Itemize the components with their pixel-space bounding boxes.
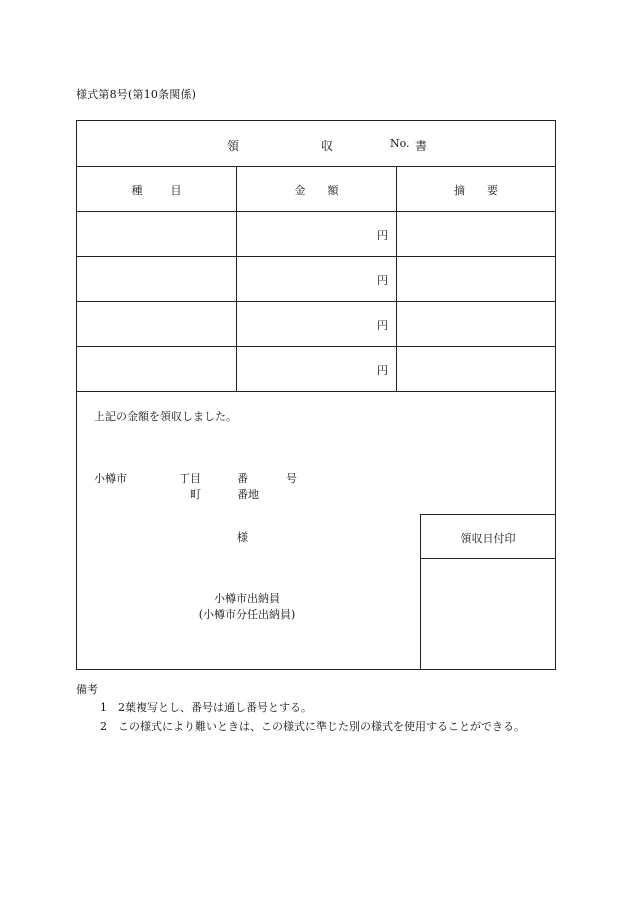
amount-cell[interactable] [237,346,397,391]
title-row [77,121,555,167]
note-text: 2葉複写とし、番号は通し番号とする。 [118,701,312,714]
header-cell-amount [237,166,397,211]
receipt-form [76,120,556,670]
address-banchi: 番地 [237,488,259,501]
amount-cell[interactable] [237,211,397,256]
note-text: この様式により難いときは、この様式に準じた別の様式を使用することができる。 [118,720,525,733]
address-city: 小樽市 [94,472,127,485]
form-number-label: 様式第8号(第10条関係) [76,88,197,101]
honorific: 様 [237,531,248,544]
header-row [77,166,555,212]
address-chome: 丁目 [179,472,201,485]
item-cell[interactable] [77,346,237,391]
address-go: 号 [286,472,297,485]
yen-unit: 円 [377,364,388,377]
receipt-date-stamp-box [420,514,555,669]
yen-unit: 円 [377,229,388,242]
summary-cell[interactable] [397,256,555,301]
note-item [100,699,312,715]
note-item [100,718,525,734]
item-cell[interactable] [77,211,237,256]
item-cell[interactable] [77,256,237,301]
yen-unit: 円 [377,319,388,332]
table-row [77,301,555,347]
header-cell-item [77,166,237,211]
address-ban: 番 [237,472,248,485]
yen-unit: 円 [377,274,388,287]
note-number: 1 [100,701,107,714]
receipt-statement: 上記の金額を領収しました。 [94,410,237,423]
amount-cell[interactable] [237,256,397,301]
header-amount-label: 金額 [294,184,361,197]
address-machi: 町 [190,488,201,501]
item-cell[interactable] [77,301,237,346]
header-summary-label: 摘要 [454,184,520,197]
notes-title: 備考 [76,683,98,696]
table-row [77,346,555,392]
header-cell-summary [397,166,555,211]
summary-cell[interactable] [397,301,555,346]
header-item-label: 種目 [131,184,210,197]
title-char: 領 [227,139,240,153]
title-char: 書 [414,139,427,153]
stamp-label: 領収日付印 [460,532,516,545]
note-number: 2 [100,720,107,733]
sub-treasurer-title: (小樽市分任出納員) [198,608,296,621]
summary-cell[interactable] [397,346,555,391]
amount-cell[interactable] [237,301,397,346]
title-char: 収 [320,139,333,153]
receipt-body [77,391,555,669]
table-row [77,211,555,257]
treasurer-block [157,591,337,623]
treasurer-title: 小樽市出納員 [214,592,280,605]
stamp-header [421,515,555,559]
summary-cell[interactable] [397,211,555,256]
receipt-number-label: No. [390,137,410,150]
table-row [77,256,555,302]
